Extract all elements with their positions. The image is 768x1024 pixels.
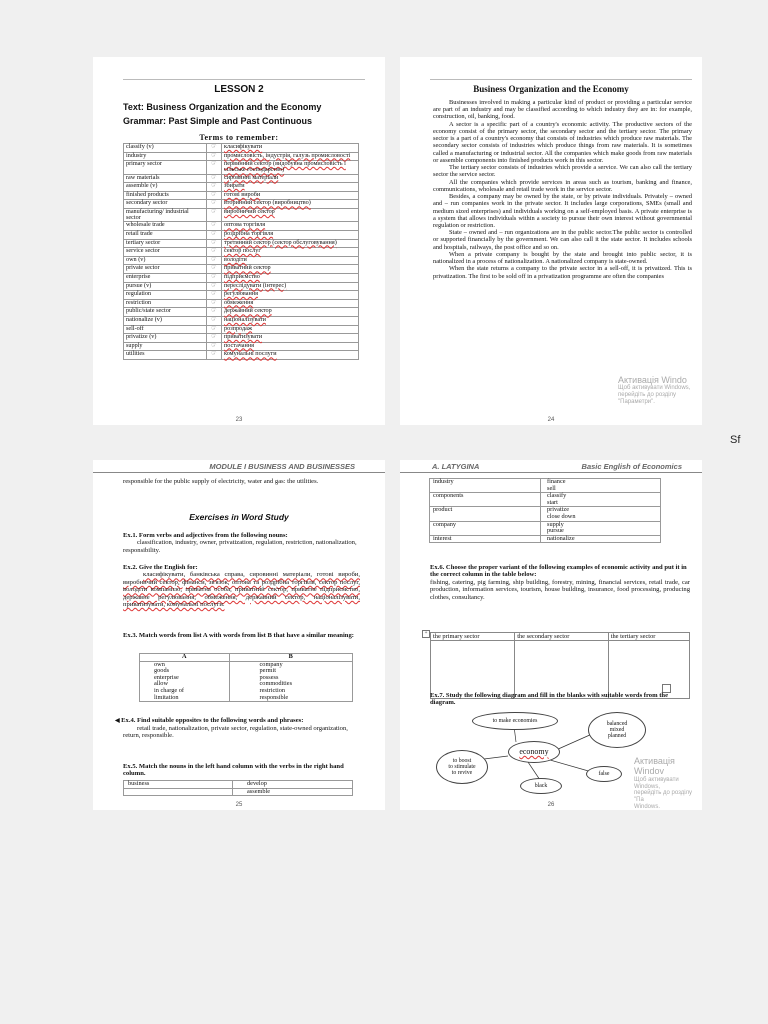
pointer-icon: ☞ [207,222,222,231]
paragraph: Businesses involved in making a particular kind of product or providing a particular service are part of an industry and may be classified according to which industry they are in: for example, construction, oil, banking, food. [433,99,692,121]
list-item: own [154,660,165,668]
list-item: permit [259,667,276,675]
list-item: company [259,660,283,668]
pointer-icon: ☞ [207,334,222,343]
pointer-icon: ☞ [207,230,222,239]
page-26 [400,460,702,810]
pointer-icon: ☞ [207,144,222,153]
section-title: Exercises in Word Study [189,512,289,522]
term-ua: націоналізувати [222,316,359,325]
term-en: pursue (v) [124,282,207,291]
pointer-icon: ☞ [207,174,222,183]
ab-table [139,653,353,702]
list-item: restriction [259,687,286,695]
terms-table [123,143,359,360]
list-item: in charge of [154,687,184,695]
term-ua: третинний сектор (сектор обслуговування) [222,239,359,248]
verb-cell: finance sell [541,479,661,493]
node-black: black [520,778,562,794]
page-number: 24 [547,417,555,423]
pointer-icon: ☞ [207,208,222,221]
text-line: Text: Business Organization and the Economy [123,102,322,112]
term-ua: готові вироби [222,191,359,200]
pointer-icon: ☞ [207,291,222,300]
term-en: sell-off [124,325,207,334]
verb-cell: privatize close down [541,507,661,521]
term-en: supply [124,342,207,351]
node-boost: to boost to stimulate to revive [436,750,488,784]
pointer-icon: ☞ [207,316,222,325]
term-ua: сектор послуг [222,248,359,257]
term-en: nationalize (v) [124,316,207,325]
pointer-icon: ☞ [207,351,222,360]
term-ua: регулювання [222,291,359,300]
term-en: utilities [124,351,207,360]
exercise-7: Ex.7. Study the following diagram and fill in the blanks with suitable words from the diagram. [430,692,669,707]
term-ua: промисловість, індустрія, галузь промисловості [222,152,359,161]
term-en: own (v) [124,256,207,265]
pointer-icon: ☞ [207,183,222,192]
col-b: B [229,654,352,662]
page-23 [93,57,385,425]
noun-cell: company [430,521,541,535]
term-ua: переслідувати (інтерес) [222,282,359,291]
term-en: assemble (v) [124,183,207,192]
pointer-icon: ☞ [207,248,222,257]
col-primary: the primary sector [431,633,515,641]
top-rule [430,79,692,80]
node-balanced: balanced mixed planned [588,712,646,748]
header-text: MODULE I BUSINESS AND BUSINESSES [209,462,355,471]
pointer-icon: ☞ [207,161,222,174]
page-number: 25 [235,802,243,808]
noun-cell [124,788,233,796]
col-secondary: the secondary sector [515,633,608,641]
pointer-icon: ☞ [207,282,222,291]
list-item: commodities [259,680,293,688]
term-ua: сировинні матеріали [222,174,359,183]
lesson-title: LESSON 2 [214,84,264,95]
term-ua: володіти [222,256,359,265]
text-title: Business Organization and the Economy [473,84,629,94]
node-economy: economy [508,741,560,763]
table-row [124,781,353,789]
list-item: enterprise [154,673,179,681]
term-ua: розпродаж [222,325,359,334]
paragraph: The tertiary sector consists of industries which provide a service. We can also call the tertiary sector the service sector. [433,164,692,179]
pointer-icon: ☞ [207,299,222,308]
page-number: 26 [547,802,555,808]
term-row [124,208,359,221]
running-header [93,460,385,473]
verb-cell: develop [233,781,353,789]
pointer-icon: ☞ [207,152,222,161]
pointer-icon: ☞ [207,191,222,200]
pointer-icon: ☞ [207,200,222,209]
node-make-economies: to make economies [472,712,558,730]
pointer-icon: ☞ [207,265,222,274]
activation-watermark: Активація Windo Щоб активувати Windows, перейдіть до розділу "Параметри". [618,375,691,406]
term-en: finished products [124,191,207,200]
verb-cell: nationalize [541,535,661,543]
term-ua: збирати [222,183,359,192]
page-25 [93,460,385,810]
ab-row [140,661,353,702]
term-ua: приватизувати [222,334,359,343]
noun-cell: components [430,493,541,507]
noun-cell: business [124,781,233,789]
exercise-2: Ex.2. Give the English for: класифікувати, банківська справа, сировинні матеріали, готові вироби, виробничий сектор, фінанси, зв'язок, оптова та роздрібна торгівля, сектор послуг, володіти компанією, приватна особа, приватний сектор, приватне підприємство, державне регулювання, обмеження, державний сектор, націоналізувати, приватизувати, комунальні послуги. [123,564,360,609]
term-en: raw materials [124,174,207,183]
side-text: Sf [730,434,741,446]
term-ua: приватний сектор [222,265,359,274]
term-en: service sector [124,248,207,257]
exercise-5: Ex.5. Match the nouns in the left hand column with the verbs in the right hand column. [123,763,344,778]
list-item: possess [259,673,279,681]
term-ua: вторинний сектор (виробництво) [222,200,359,209]
noun-cell: interest [430,535,541,543]
term-ua: класифікувати [222,144,359,153]
term-ua: роздрібна торгівля [222,230,359,239]
term-en: enterprise [124,273,207,282]
exercise-4: ◀ Ex.4. Find suitable opposites to the following words and phrases: retail trade, nationalization, private sector, regulation, state-owned organization, return, responsible. [115,717,348,740]
term-ua: державний сектор [222,308,359,317]
text-body [433,99,692,280]
term-ua: первинний сектор (видобувна промисловість і сільське господарство) [222,161,359,174]
node-false: false [586,766,622,782]
table-row [124,788,353,796]
verb-cell: classify start [541,493,661,507]
term-en: private sector [124,265,207,274]
term-en: wholesale trade [124,222,207,231]
terms-heading: Terms to remember: [199,133,279,142]
paragraph: All the companies which provide services in areas such as tourism, banking and finance, communications, wholesale and retail trade work in the service sector. [433,178,692,193]
term-en: regulation [124,291,207,300]
term-ua: комунальні послуги [222,351,359,360]
exercise-1: Ex.1. Form verbs and adjectives from the following nouns: classification, industry, owner, privatization, regulation, restriction, nationalization, responsibility. [123,532,357,554]
term-en: classify (v) [124,144,207,153]
term-en: privatize (v) [124,334,207,343]
term-ua: постачання [222,342,359,351]
list-item: responsible [259,693,289,701]
verb-cell: assemble [233,788,353,796]
term-en: secondary sector [124,200,207,209]
list-item: goods [154,667,170,675]
page-24 [400,57,702,425]
paragraph: A sector is a specific part of a country's economic activity. The productive sectors of the economy consist of the primary sector, the secondary sector and the tertiary sector. The primary sector is a part of a country's economy that consists of industries which produce raw materials. The secondary sector consists of industries which produce things from raw materials. It is sometimes called a manufacturing or industrial sector. All the companies which make goods from raw materials or assemble components into finished products work in this sector. [433,120,692,164]
col-a: A [140,654,230,662]
top-rule [123,79,365,80]
term-row [124,161,359,174]
exercise-3: Ex.3. Match words from list A with words from list B that have a similar meaning: [123,632,354,639]
grammar-line: Grammar: Past Simple and Past Continuous [123,116,313,126]
term-en: tertiary sector [124,239,207,248]
term-en: manufacturing/ industrial sector [124,208,207,221]
term-ua: оптова торгівля [222,222,359,231]
term-row [124,351,359,360]
page-number: 23 [235,417,243,423]
term-en: primary sector [124,161,207,174]
pointer-icon: ☞ [207,342,222,351]
term-en: industry [124,152,207,161]
table-move-handle[interactable]: + [422,630,430,638]
intro-text: responsible for the public supply of electricity, water and gas: the utilities. [123,478,319,485]
term-ua: виробничий сектор [222,208,359,221]
noun-cell: product [430,507,541,521]
activation-watermark: Активація Windov Щоб активувати Windows, перейдіть до розділу "Па Windows. [634,756,693,810]
list-item: allow [154,680,168,688]
pointer-icon: ☞ [207,325,222,334]
verb-cell: supply pursue [541,521,661,535]
term-ua: обмеження [222,299,359,308]
list-item: limitation [154,693,179,701]
pointer-icon: ☞ [207,239,222,248]
paragraph: Besides, a company may be owned by the state, or by private individuals. Privately – owned and – run companies work in the private sector. It includes large corporations, SMEs (small and medium sized enterprises) and individuals working on a self-employed basis. A private enterprise is a system that allows individuals within a society to pursue their own interest without governmental regulation or restriction. [433,193,692,229]
paragraph: State – owned and – run organizations are in the public sector.The public sector is controlled or supported financially by the government. We can also call it the state sector. It includes schools and hospitals, railways, the post office and so on. [433,229,692,251]
ab-header [140,654,353,662]
term-en: retail trade [124,230,207,239]
term-ua: підприємство [222,273,359,282]
header-right: Basic English of Economics [581,462,682,471]
header-left: A. LATYGINA [432,462,480,471]
term-en: restriction [124,299,207,308]
paragraph: When the state returns a company to the private sector in a sell-off, it is privatized. This is privatization. The first to be sold off in a privatization programme are often the companies [433,265,692,280]
paragraph: When a private company is bought by the state and brought into public sector, it is nationalized in a process of nationalization. A nationalized company is state-owned. [433,250,692,266]
col-tertiary: the tertiary sector [608,633,689,641]
pointer-icon: ☞ [207,273,222,282]
exercise-6: Ex.6. Choose the proper variant of the following examples of economic activity and put it in the correct column in the table below: fishing, catering, pig farming, ship building, forestry, mining, financial services, retail trade, car production, information services, tourism, house building, insurance, food processing, producing clothes, consultancy. [430,564,690,601]
pointer-icon: ☞ [207,256,222,265]
ex5-table [123,780,353,796]
term-en: public/state sector [124,308,207,317]
noun-cell: industry [430,479,541,493]
pointer-icon: ☞ [207,308,222,317]
